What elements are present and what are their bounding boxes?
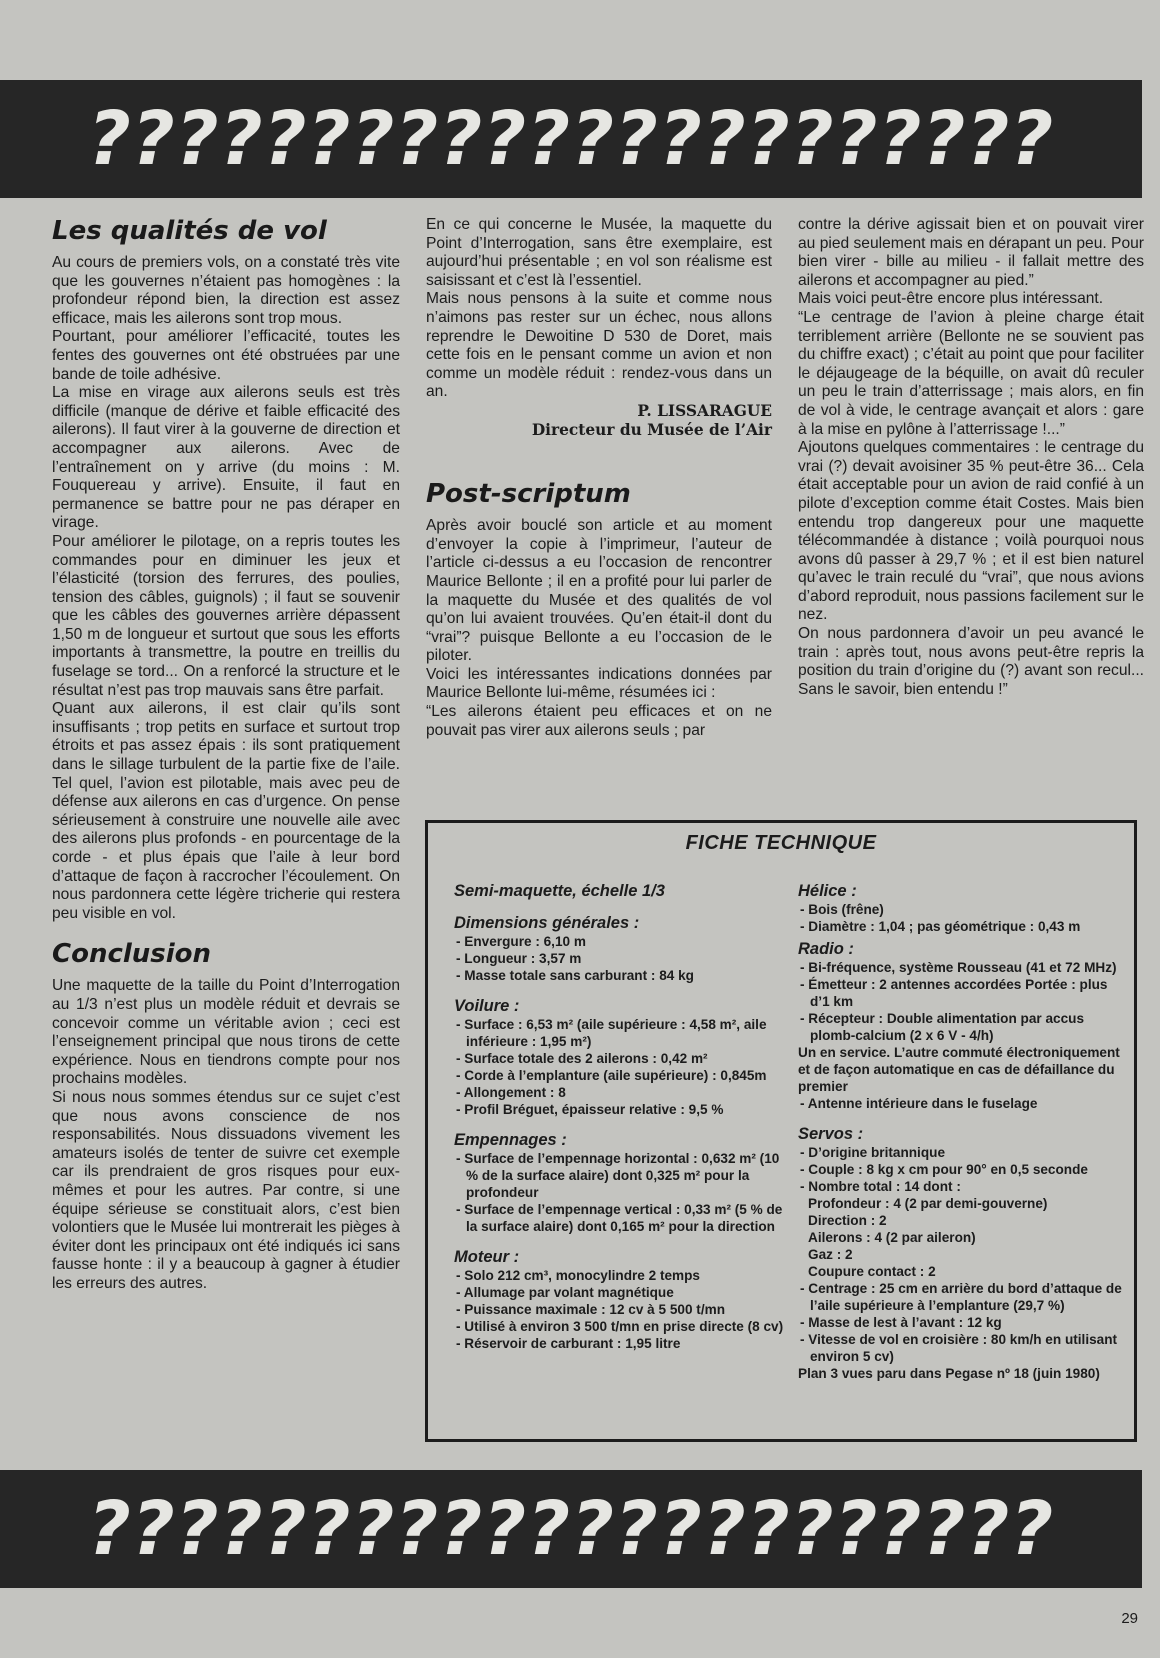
fiche-item: - Surface : 6,53 m² (aile supérieure : 4,58 m², aile inférieure : 1,95 m²) — [456, 1017, 767, 1049]
fiche-item: - Puissance maximale : 12 cv à 5 500 t/mn — [456, 1302, 726, 1317]
fiche-item: Plan 3 vues paru dans Pegase nº 18 (juin 1980) — [798, 1366, 1100, 1381]
paragraph: Ajoutons quelques commentaires : le centrage du vrai (?) devait avoisiner 35 % peut-être 36... Cela était acceptable pour un avion de raid confié à un pilote d’exception comme était Costes. Mais bien entendu trop dangereux pour une maquette télécommandée à distance ; voilà pourquoi nous avons dû passer à 29,7 % ; et il est bien naturel qu’avec le train reculé du “vrai”, que nous avions d’abord reproduit, nous passions facilement sur le nez. — [798, 439, 1144, 624]
fiche-subheading: Semi-maquette, échelle 1/3 — [454, 882, 665, 900]
question-mark-banner-bottom: ?????????????????????? — [0, 1470, 1142, 1588]
page-number: 29 — [1121, 1610, 1138, 1627]
fiche-item: - Envergure : 6,10 m — [456, 934, 586, 949]
article-column-1 — [52, 216, 400, 1293]
fiche-item: - Bois (frêne) — [800, 902, 884, 917]
fiche-subheading: Hélice : — [798, 882, 857, 900]
fiche-item: Un en service. L’autre commuté électroniquement et de façon automatique en cas de défaillance du premier — [798, 1045, 1120, 1094]
fiche-subheading: Dimensions générales : — [454, 914, 640, 932]
fiche-item: - Masse totale sans carburant : 84 kg — [456, 968, 694, 983]
fiche-item: Profondeur : 4 (2 par demi-gouverne) — [808, 1196, 1048, 1211]
heading-qualites-de-vol: Les qualités de vol — [52, 216, 327, 246]
fiche-left-column — [454, 881, 784, 1352]
fiche-item: - Allumage par volant magnétique — [456, 1285, 674, 1300]
fiche-item: - Centrage : 25 cm en arrière du bord d’attaque de l’aile supérieure à l’emplanture (29,7 %) — [800, 1281, 1122, 1313]
paragraph: Pourtant, pour améliorer l’efficacité, toutes les fentes des gouvernes ont été obstruées par une bande de toile adhésive. — [52, 328, 400, 383]
fiche-item: - Diamètre : 1,04 ; pas géométrique : 0,43 m — [800, 919, 1081, 934]
paragraph: “Le centrage de l’avion à pleine charge était terriblement arrière (Bellonte ne se souvient pas du chiffre exact) ; c’était au point que pour faciliter le déjaugeage de la béquille, on avait dû reculer un peu le train d’atterrissage ; mais alors, en fin de vol à vide, le centrage avançait et alors : gare à la mise en pylône à l’atterrissage !...” — [798, 308, 1144, 438]
fiche-item: - Profil Bréguet, épaisseur relative : 9,5 % — [456, 1102, 724, 1117]
signature-title: Directeur du Musée de l’Air — [531, 420, 772, 439]
heading-conclusion: Conclusion — [52, 939, 212, 970]
fiche-subheading: Empennages : — [454, 1131, 567, 1149]
fiche-right-column — [798, 881, 1128, 1382]
fiche-subheading: Moteur : — [454, 1248, 520, 1266]
fiche-item: - Émetteur : 2 antennes accordées Portée : plus d’1 km — [800, 977, 1108, 1009]
paragraph: Au cours de premiers vols, on a constaté très vite que les gouvernes n’étaient pas homogènes : la profondeur répond bien, la direction est assez efficace, mais les ailerons sont trop mous. — [52, 254, 400, 327]
paragraph: Voici les intéressantes indications données par Maurice Bellonte lui-même, résumées ici : — [426, 665, 772, 702]
fiche-subheading: Radio : — [798, 940, 854, 958]
fiche-item: - Allongement : 8 — [456, 1085, 566, 1100]
fiche-item: - Surface totale des 2 ailerons : 0,42 m² — [456, 1051, 708, 1066]
fiche-title: FICHE TECHNIQUE — [685, 832, 877, 854]
paragraph: contre la dérive agissait bien et on pouvait virer au pied seulement mais en dérapant un peu. Pour bien virer - bille au milieu - il fallait mettre des ailerons et accompagner au pied.” — [798, 216, 1144, 289]
paragraph: Mais voici peut-être encore plus intéressant. — [798, 290, 1104, 308]
fiche-item: - Corde à l’emplanture (aile supérieure) : 0,845m — [456, 1068, 767, 1083]
fiche-item: Coupure contact : 2 — [808, 1264, 936, 1279]
fiche-item: Direction : 2 — [808, 1213, 887, 1228]
fiche-item: - Nombre total : 14 dont : — [800, 1179, 961, 1194]
fiche-item: - Récepteur : Double alimentation par accus plomb-calcium (2 x 6 V - 4/h) — [800, 1011, 1085, 1043]
heading-post-scriptum: Post-scriptum — [426, 479, 631, 510]
paragraph: Mais nous pensons à la suite et comme nous n’aimons pas rester sur un échec, nous allons reprendre le Dewoitine D 530 de Doret, mais cette fois en le pensant comme un avion et non comme un modèle réduit : rendez-vous dans un an. — [426, 290, 772, 401]
paragraph: Pour améliorer le pilotage, on a repris toutes les commandes pour en diminuer les jeux et l’élasticité (torsion des ferrures, des poulies, tension des câbles, guignols) ; il faut se souvenir que les câbles des gouvernes arrière dépassent 1,50 m de longueur et surtout que sous les efforts importants à transmettre, la poutre en treillis du fuselage se tord... On a renforcé la structure et le résultat n’est pas trop mauvais sans être parfait. — [52, 532, 400, 699]
paragraph: Si nous nous sommes étendus sur ce sujet c’est que nous avons conscience de nos responsabilités. Nous dissuadons vivement les amateurs isolés de tenter de suivre cet exemple car ils prendraient de gros risques pour eux-mêmes et pour les autres. Par contre, si une équipe sérieuse se constituait alors, c’est bien volontiers que le Musée lui montrerait les pièges à éviter dont les principaux ont été indiqués ici sans fausse honte : il y a beaucoup à gagner à étudier les erreurs des autres. — [52, 1088, 400, 1292]
fiche-item: - Couple : 8 kg x cm pour 90° en 0,5 seconde — [800, 1162, 1088, 1177]
fiche-item: - Antenne intérieure dans le fuselage — [800, 1096, 1038, 1111]
paragraph: La mise en virage aux ailerons seuls est très difficile (manque de dérive et faible efficacité des ailerons). Il faut virer à la gouverne de direction et accompagner aux ailerons. Avec de l’entraînement on y arrive (du moins : M. Fouquereau y arrive). Ensuite, il faut en permanence se battre pour ne pas déraper en virage. — [52, 384, 400, 532]
fiche-technique-box — [425, 820, 1137, 1442]
paragraph: En ce qui concerne le Musée, la maquette du Point d’Interrogation, sans être exemplaire, est aujourd’hui présentable ; en vol son réalisme est saisissant et c’est là l’essentiel. — [426, 216, 772, 289]
fiche-item: - Longueur : 3,57 m — [456, 951, 582, 966]
paragraph: Une maquette de la taille du Point d’Interrogation au 1/3 n’est plus un modèle réduit et devrais se concevoir comme un véritable avion ; ceci est l’enseignement principal que nous tirons de cette expérience. Nous en tiendrons compte pour nos prochains modèles. — [52, 977, 400, 1088]
fiche-item: - Masse de lest à l’avant : 12 kg — [800, 1315, 1002, 1330]
fiche-item: Ailerons : 4 (2 par aileron) — [808, 1230, 976, 1245]
paragraph: On nous pardonnera d’avoir un peu avancé le train : après tout, nous avons peut-être repris la position du train d’origine du (?) avant son recul... Sans le savoir, bien entendu !” — [798, 625, 1144, 698]
fiche-item: - Vitesse de vol en croisière : 80 km/h en utilisant environ 5 cv) — [800, 1332, 1118, 1364]
fiche-item: - Solo 212 cm³, monocylindre 2 temps — [456, 1268, 700, 1283]
article-column-3 — [798, 216, 1144, 699]
paragraph: Après avoir bouclé son article et au moment d’envoyer la copie à l’imprimeur, l’auteur de l’article ci-dessus a eu l’occasion de rencontrer Maurice Bellonte ; il en a profité pour lui parler de la maquette du Musée et des qualités de vol qu’on lui avaient trouvées. Qu’en était-il dont du “vrai”? puisque Bellonte a eu l’occasion de le piloter. — [426, 517, 772, 665]
fiche-item: Gaz : 2 — [808, 1247, 853, 1262]
paragraph: Quant aux ailerons, il est clair qu’ils sont insuffisants ; trop petits en surface et surtout trop étroits et pas assez épais : ils sont pratiquement dans le sillage turbulent de la partie fixe de l’aile. Tel quel, l’avion est pilotable, mais avec peu de défense aux ailerons en cas d’urgence. On pense sérieusement à construire une nouvelle aile avec des ailerons plus profonds - en pourcentage de la corde - et plus épais que l’aile à leur bord d’attaque de façon à raccrocher l’écoulement. On nous pardonnera cette légère tricherie qui restera peu visible en vol. — [52, 700, 400, 922]
fiche-item: - Réservoir de carburant : 1,95 litre — [456, 1336, 681, 1351]
fiche-item: - D’origine britannique — [800, 1145, 945, 1160]
fiche-item: - Surface de l’empennage vertical : 0,33 m² (5 % de la surface alaire) dont 0,165 m² pour la direction — [456, 1202, 783, 1234]
fiche-item: - Surface de l’empennage horizontal : 0,632 m² (10 % de la surface alaire) dont 0,325 m² pour la profondeur — [456, 1151, 780, 1200]
paragraph: “Les ailerons étaient peu efficaces et on ne pouvait pas virer aux ailerons seuls ; par — [426, 703, 772, 739]
fiche-item: - Bi-fréquence, système Rousseau (41 et 72 MHz) — [800, 960, 1117, 975]
article-column-2 — [426, 216, 772, 740]
fiche-subheading: Voilure : — [454, 997, 520, 1015]
fiche-subheading: Servos : — [798, 1125, 864, 1143]
fiche-item: - Utilisé à environ 3 500 t/mn en prise directe (8 cv) — [456, 1319, 784, 1334]
question-mark-banner-top: ?????????????????????? — [0, 80, 1142, 198]
signature-name: P. LISSARAGUE — [637, 401, 772, 420]
